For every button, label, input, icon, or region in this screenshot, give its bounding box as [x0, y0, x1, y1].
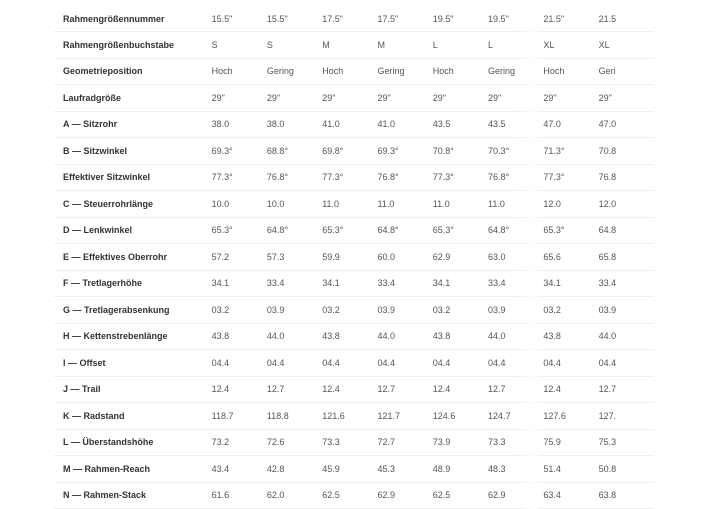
table-cell: 69.8°	[322, 138, 377, 165]
table-cell: 11.0	[488, 191, 543, 218]
row-label: B — Sitzwinkel	[54, 138, 212, 165]
table-cell: 43.8	[433, 323, 488, 350]
table-cell: 64.8°	[377, 217, 432, 244]
row-label: Effektiver Sitzwinkel	[54, 164, 212, 191]
table-cell: S	[267, 32, 322, 59]
table-cell: 51.4	[543, 456, 598, 483]
table-cell: 62.9	[433, 244, 488, 271]
table-cell: 48.3	[488, 456, 543, 483]
row-label: D — Lenkwinkel	[54, 217, 212, 244]
table-cell: 72.6	[267, 429, 322, 456]
row-label: Geometrieposition	[54, 58, 212, 85]
table-row	[54, 482, 654, 509]
table-cell: 62.0	[267, 482, 322, 509]
table-cell: 04.4	[267, 350, 322, 377]
table-cell: 44.0	[488, 323, 543, 350]
table-cell: 73.3	[322, 429, 377, 456]
table-cell: 34.1	[433, 270, 488, 297]
table-cell: 48.9	[433, 456, 488, 483]
table-cell: M	[322, 32, 377, 59]
table-row	[54, 376, 654, 403]
table-cell: 11.0	[322, 191, 377, 218]
table-cell: 124.7	[488, 403, 543, 430]
table-cell: 38.0	[212, 111, 267, 138]
table-cell: 47.0	[543, 111, 598, 138]
table-cell: 15.5"	[267, 6, 322, 32]
table-cell: 29"	[267, 85, 322, 112]
table-cell: 75.3	[599, 429, 654, 456]
table-cell: 65.6	[543, 244, 598, 271]
table-cell: 76.8°	[488, 164, 543, 191]
table-cell: 76.8°	[377, 164, 432, 191]
table-cell: 73.9	[433, 429, 488, 456]
table-cell: 10.0	[212, 191, 267, 218]
table-cell: 21.5"	[543, 6, 598, 32]
table-cell: 03.9	[488, 297, 543, 324]
table-cell: 03.2	[322, 297, 377, 324]
table-cell: 121.6	[322, 403, 377, 430]
table-cell: 62.9	[488, 482, 543, 509]
table-cell: 12.4	[433, 376, 488, 403]
table-cell: 64.8	[599, 217, 654, 244]
table-cell: 43.8	[212, 323, 267, 350]
row-label: M — Rahmen-Reach	[54, 456, 212, 483]
table-cell: 124.6	[433, 403, 488, 430]
table-cell: 45.3	[377, 456, 432, 483]
table-cell: 71.3°	[543, 138, 598, 165]
table-cell: 38.0	[267, 111, 322, 138]
table-cell: 03.2	[543, 297, 598, 324]
table-cell: 12.4	[322, 376, 377, 403]
geometry-table-body	[54, 6, 654, 509]
table-cell: 59.9	[322, 244, 377, 271]
table-cell: 44.0	[267, 323, 322, 350]
table-row	[54, 6, 654, 32]
table-cell: 77.3°	[212, 164, 267, 191]
table-cell: 12.7	[267, 376, 322, 403]
table-cell: 65.3°	[322, 217, 377, 244]
row-label: I — Offset	[54, 350, 212, 377]
table-row	[54, 270, 654, 297]
table-cell: Hoch	[322, 58, 377, 85]
table-cell: 41.0	[322, 111, 377, 138]
table-cell: 12.0	[543, 191, 598, 218]
table-row	[54, 323, 654, 350]
table-cell: Gering	[488, 58, 543, 85]
table-row	[54, 58, 654, 85]
table-cell: 41.0	[377, 111, 432, 138]
table-cell: 118.8	[267, 403, 322, 430]
table-row	[54, 456, 654, 483]
table-cell: 29"	[433, 85, 488, 112]
table-cell: 44.0	[377, 323, 432, 350]
row-label: C — Steuerrohrlänge	[54, 191, 212, 218]
row-label: A — Sitzrohr	[54, 111, 212, 138]
table-cell: Gering	[267, 58, 322, 85]
table-cell: 70.3°	[488, 138, 543, 165]
table-cell: 29"	[212, 85, 267, 112]
table-cell: 75.9	[543, 429, 598, 456]
table-row	[54, 429, 654, 456]
table-row	[54, 138, 654, 165]
table-cell: 29"	[543, 85, 598, 112]
row-label: Rahmengrößennummer	[54, 6, 212, 32]
table-cell: 47.0	[599, 111, 654, 138]
table-cell: 69.3°	[212, 138, 267, 165]
table-cell: 34.1	[212, 270, 267, 297]
table-cell: 21.5	[599, 6, 654, 32]
row-label: Laufradgröße	[54, 85, 212, 112]
table-cell: 04.4	[433, 350, 488, 377]
table-cell: 43.4	[212, 456, 267, 483]
table-cell: 127.	[599, 403, 654, 430]
table-row	[54, 85, 654, 112]
table-cell: 03.2	[433, 297, 488, 324]
table-cell: 62.5	[322, 482, 377, 509]
table-cell: 33.4	[377, 270, 432, 297]
table-cell: 50.8	[599, 456, 654, 483]
table-cell: 63.4	[543, 482, 598, 509]
table-cell: 04.4	[377, 350, 432, 377]
table-cell: 29"	[488, 85, 543, 112]
table-row	[54, 111, 654, 138]
table-cell: 61.6	[212, 482, 267, 509]
table-cell: 63.8	[599, 482, 654, 509]
table-cell: XL	[543, 32, 598, 59]
table-cell: 03.9	[377, 297, 432, 324]
table-cell: 12.0	[599, 191, 654, 218]
table-cell: 45.9	[322, 456, 377, 483]
row-label: F — Tretlagerhöhe	[54, 270, 212, 297]
table-cell: Hoch	[543, 58, 598, 85]
table-cell: 15.5"	[212, 6, 267, 32]
table-cell: 12.7	[488, 376, 543, 403]
table-cell: S	[212, 32, 267, 59]
table-cell: 03.9	[267, 297, 322, 324]
row-label: K — Radstand	[54, 403, 212, 430]
table-row	[54, 350, 654, 377]
row-label: H — Kettenstrebenlänge	[54, 323, 212, 350]
table-cell: 69.3°	[377, 138, 432, 165]
table-cell: 29"	[377, 85, 432, 112]
table-cell: 29"	[599, 85, 654, 112]
row-label: N — Rahmen-Stack	[54, 482, 212, 509]
table-cell: 70.8°	[433, 138, 488, 165]
table-cell: 57.2	[212, 244, 267, 271]
table-cell: 34.1	[543, 270, 598, 297]
table-cell: 04.4	[543, 350, 598, 377]
table-cell: 118.7	[212, 403, 267, 430]
table-cell: 72.7	[377, 429, 432, 456]
table-cell: 43.5	[433, 111, 488, 138]
table-cell: 29"	[322, 85, 377, 112]
table-cell: 43.5	[488, 111, 543, 138]
table-cell: 03.9	[599, 297, 654, 324]
table-cell: 64.8°	[267, 217, 322, 244]
table-cell: 12.4	[543, 376, 598, 403]
table-row	[54, 32, 654, 59]
table-cell: 77.3°	[322, 164, 377, 191]
row-label: J — Trail	[54, 376, 212, 403]
table-cell: 04.4	[322, 350, 377, 377]
table-cell: 12.7	[377, 376, 432, 403]
table-cell: 17.5"	[322, 6, 377, 32]
table-cell: 65.3°	[543, 217, 598, 244]
table-cell: 65.8	[599, 244, 654, 271]
table-cell: M	[377, 32, 432, 59]
table-cell: 44.0	[599, 323, 654, 350]
table-cell: 34.1	[322, 270, 377, 297]
table-cell: 11.0	[433, 191, 488, 218]
table-cell: 33.4	[267, 270, 322, 297]
table-cell: 65.3°	[433, 217, 488, 244]
table-cell: Gering	[377, 58, 432, 85]
table-cell: Geri	[599, 58, 654, 85]
row-label: E — Effektives Oberrohr	[54, 244, 212, 271]
table-row	[54, 297, 654, 324]
table-cell: 17.5"	[377, 6, 432, 32]
table-cell: 62.5	[433, 482, 488, 509]
table-cell: 70.8	[599, 138, 654, 165]
table-cell: 33.4	[599, 270, 654, 297]
row-label: G — Tretlagerabsenkung	[54, 297, 212, 324]
table-cell: 73.3	[488, 429, 543, 456]
table-cell: Hoch	[433, 58, 488, 85]
table-cell: 42.8	[267, 456, 322, 483]
table-cell: 04.4	[488, 350, 543, 377]
table-cell: 04.4	[212, 350, 267, 377]
row-label: L — Überstandshöhe	[54, 429, 212, 456]
table-cell: 33.4	[488, 270, 543, 297]
table-row	[54, 164, 654, 191]
table-cell: 64.8°	[488, 217, 543, 244]
table-cell: 76.8°	[267, 164, 322, 191]
table-cell: Hoch	[212, 58, 267, 85]
table-cell: 19.5"	[433, 6, 488, 32]
table-cell: 121.7	[377, 403, 432, 430]
table-cell: 73.2	[212, 429, 267, 456]
table-cell: 43.8	[322, 323, 377, 350]
table-row	[54, 403, 654, 430]
table-cell: 12.7	[599, 376, 654, 403]
table-cell: 62.9	[377, 482, 432, 509]
table-cell: 10.0	[267, 191, 322, 218]
table-cell: 04.4	[599, 350, 654, 377]
geometry-table	[54, 6, 654, 509]
table-cell: 57.3	[267, 244, 322, 271]
table-cell: XL	[599, 32, 654, 59]
table-cell: L	[488, 32, 543, 59]
table-row	[54, 191, 654, 218]
table-cell: 60.0	[377, 244, 432, 271]
table-cell: 77.3°	[433, 164, 488, 191]
table-cell: 76.8	[599, 164, 654, 191]
table-cell: 77.3°	[543, 164, 598, 191]
geometry-table-viewport[interactable]	[54, 6, 617, 509]
table-row	[54, 244, 654, 271]
table-cell: 19.5"	[488, 6, 543, 32]
row-label: Rahmengrößenbuchstabe	[54, 32, 212, 59]
table-cell: 65.3°	[212, 217, 267, 244]
table-cell: 43.8	[543, 323, 598, 350]
table-cell: 11.0	[377, 191, 432, 218]
table-cell: 12.4	[212, 376, 267, 403]
table-cell: 68.8°	[267, 138, 322, 165]
table-row	[54, 217, 654, 244]
table-cell: 127.6	[543, 403, 598, 430]
table-cell: 63.0	[488, 244, 543, 271]
table-cell: L	[433, 32, 488, 59]
table-cell: 03.2	[212, 297, 267, 324]
